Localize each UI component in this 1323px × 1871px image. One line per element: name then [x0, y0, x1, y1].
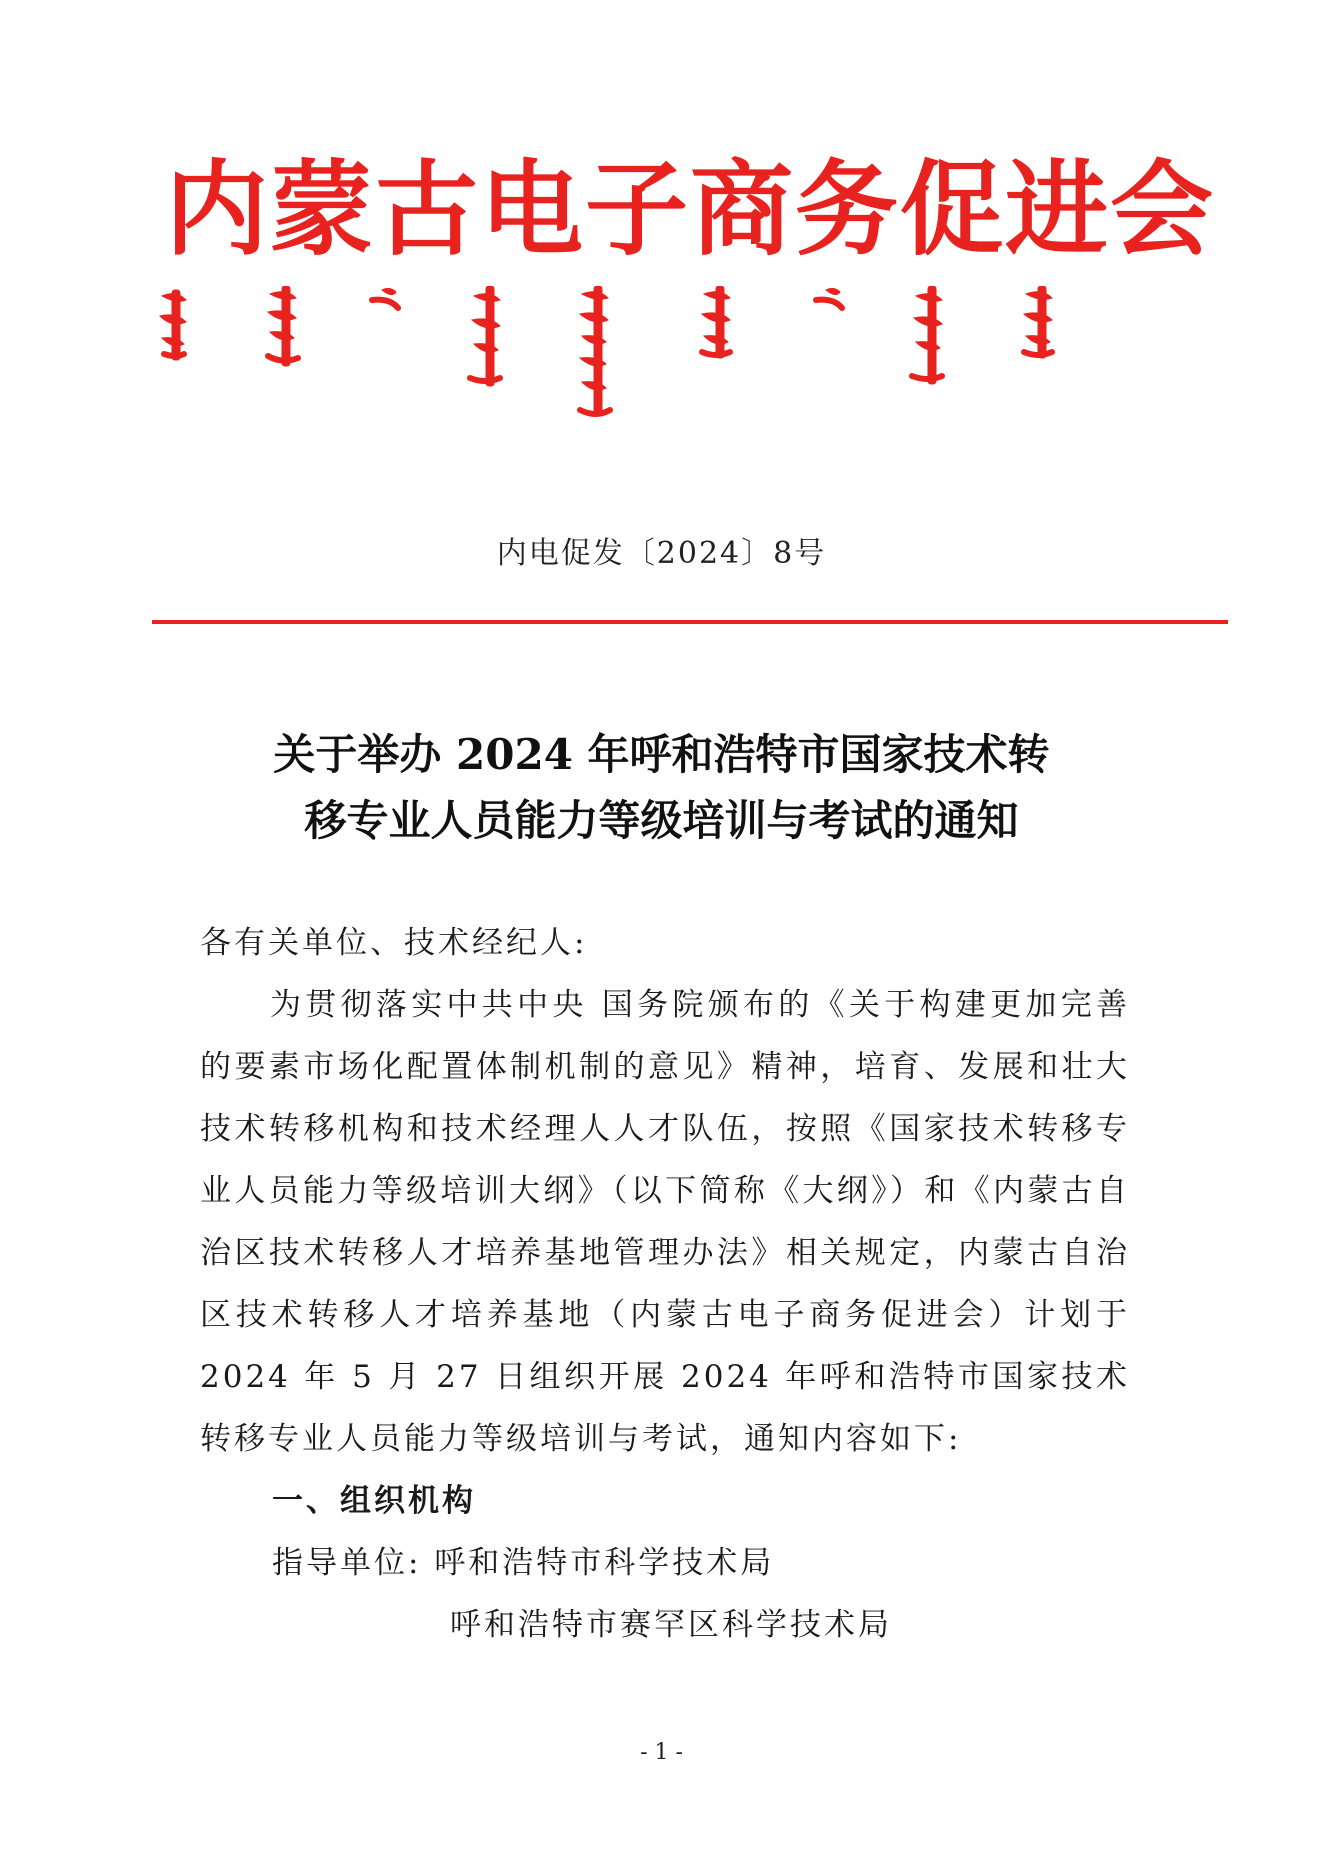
mongolian-word-4	[470, 286, 500, 386]
mongolian-word-3	[372, 288, 398, 308]
guide-unit-line	[200, 1532, 1130, 1594]
guide-unit-1: 呼和浩特市科学技术局	[434, 1545, 775, 1581]
guide-unit-2: 呼和浩特市赛罕区科学技术局	[450, 1607, 892, 1643]
mongolian-word-1	[160, 290, 186, 360]
mongolian-script-graphic	[150, 286, 1230, 436]
mongolian-word-8	[912, 286, 942, 384]
mongolian-word-9	[1024, 286, 1052, 358]
body-paragraph: 为贯彻落实中共中央 国务院颁布的《关于构建更加完善的要素市场化配置体制机制的意见》精神，培育、发展和壮大技术转移机构和技术经理人人才队伍，按照《国家技术转移专业人员能力等级培训大纲》（以下简称《大纲》）和《内蒙古自治区技术转移人才培养基地管理办法》相关规定，内蒙古自治区技术转移人才培养基地（内蒙古电子商务促进会）计划于 2024 年 5 月 27 日组织开展 2024 年呼和浩特市国家技术转移专业人员能力等级培训与考试，通知内容如下:	[200, 987, 1130, 1457]
mongolian-word-5	[580, 286, 610, 416]
mongolian-script-logo	[150, 286, 1230, 436]
guide-label: 指导单位:	[272, 1545, 435, 1581]
mongolian-word-6	[702, 286, 730, 358]
notice-title	[200, 722, 1123, 854]
page-number: - 1 -	[640, 1740, 683, 1765]
mongolian-word-2	[268, 286, 298, 366]
mongolian-word-7	[816, 288, 842, 308]
document-number: 内电促发〔2024〕8号	[496, 536, 827, 571]
notice-body	[200, 912, 1130, 1656]
red-divider	[152, 620, 1228, 624]
org-name-header: 内蒙古电子商务促进会	[165, 149, 1215, 270]
section-heading: 一、组织机构	[272, 1483, 476, 1519]
notice-title-line-2: 移专业人员能力等级培训与考试的通知	[304, 796, 1019, 845]
notice-title-line-1: 关于举办 2024 年呼和浩特市国家技术转	[273, 730, 1050, 779]
salutation: 各有关单位、技术经纪人:	[200, 925, 588, 961]
guide-unit-line-2	[200, 1594, 1130, 1656]
